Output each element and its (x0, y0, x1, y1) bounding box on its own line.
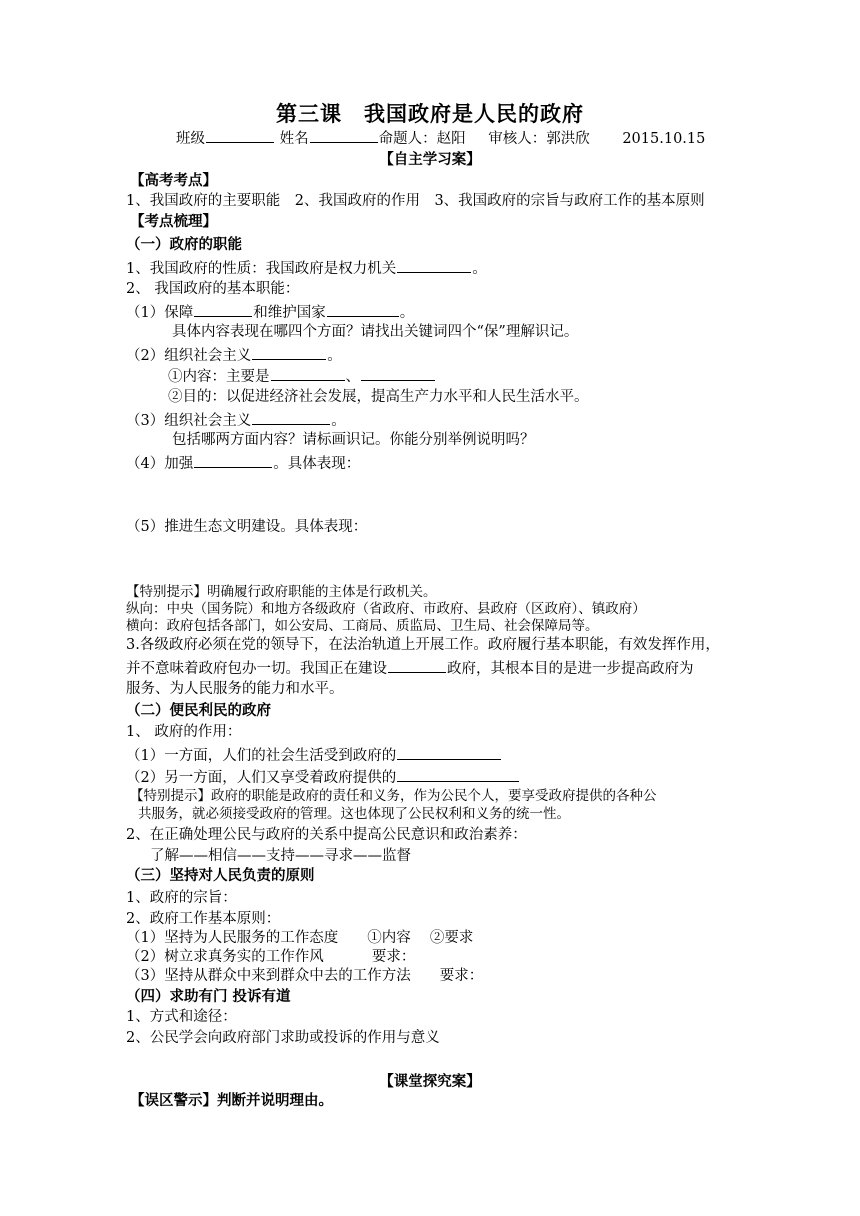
part1-tip2: 纵向：中央（国务院）和地方各级政府（省政府、市政府、县政府（区政府）、镇政府） (126, 601, 646, 617)
section-self-study: 【自主学习案】 (379, 151, 481, 168)
part3-line4: （2）树立求真务实的工作作风 要求： (126, 949, 416, 965)
part4-heading: （四）求助有门 投诉有道 (126, 988, 291, 1005)
date: 2015.10.15 (622, 131, 706, 147)
part1-line10: （4）加强 。具体表现： (126, 453, 360, 473)
part2-tip2: 共服务，就必须接受政府的管理。这也体现了公民权利和义务的统一性。 (138, 806, 570, 822)
class-label: 班级 (176, 131, 205, 147)
part1-tip3: 横向：政府包括各部门，如公安局、工商局、质监局、卫生局、社会保障局等。 (126, 618, 599, 634)
section-class: 【课堂探究案】 (379, 1073, 481, 1090)
part1-line7: ②目的：以促进经济社会发展，提高生产力水平和人民生活水平。 (168, 389, 589, 405)
part1-line2: 2、 我国政府的基本职能： (126, 281, 300, 297)
part1-line13: 并不意味着政府包办一切。我国正在建设 政府，其根本目的是进一步提高政府为 (126, 658, 694, 678)
reviewer: 审核人：郭洪欣 (488, 131, 590, 147)
part1-line5: （2）组织社会主义 。 (126, 345, 342, 365)
part1-heading: （一）政府的职能 (126, 236, 242, 253)
part2-line2: （1）一方面，人们的社会生活受到政府的 (126, 745, 502, 765)
review-heading: 【考点梳理】 (130, 213, 217, 230)
part1-line1: 1、我国政府的性质：我国政府是权力机关 。 (126, 258, 487, 278)
part1-line14: 服务、为人民服务的能力和水平。 (126, 681, 344, 697)
part1-line12: 3.各级政府必须在党的领导下，在法治轨道上开展工作。政府履行基本职能，有效发挥作用， (126, 637, 720, 653)
part2-tip1: 【特别提示】政府的职能是政府的责任和义务，作为公民个人，要享受政府提供的各种公 (130, 788, 657, 804)
part3-line3: （1）坚持为人民服务的工作态度 ①内容 ②要求 (126, 930, 474, 946)
name-blank (310, 128, 378, 143)
part1-tip1: 【特别提示】明确履行政府职能的主体是行政机关。 (126, 584, 437, 600)
part2-line5: 了解——相信——支持——寻求——监督 (150, 848, 411, 864)
name-label: 姓名 (279, 131, 309, 147)
part4-line1: 1、方式和途径： (126, 1009, 237, 1025)
part4-line2: 2、公民学会向政府部门求助或投诉的作用与意义 (126, 1030, 440, 1046)
part3-line5: （3）坚持从群众中来到群众中去的工作方法 要求： (126, 968, 484, 984)
page-title: 第三课 我国政府是人民的政府 (276, 101, 584, 126)
part1-line3: （1）保障 和维护国家 。 (126, 302, 414, 322)
part1-line6: ①内容：主要是 、 (168, 366, 436, 386)
exam-points-heading: 【高考考点】 (130, 172, 217, 189)
part2-heading: （二）便民利民的政府 (126, 702, 271, 719)
meta-line (176, 128, 705, 148)
part2-line3: （2）另一方面，人们又享受着政府提供的 (126, 767, 520, 787)
class-blank (206, 128, 274, 143)
part3-line2: 2、政府工作基本原则： (126, 911, 281, 927)
author: 命题人：赵阳 (378, 131, 466, 147)
exam-points-text: 1、我国政府的主要职能 2、我国政府的作用 3、我国政府的宗旨与政府工作的基本原则 (126, 193, 705, 209)
part1-line4: 具体内容表现在哪四个方面？请找出关键词四个“保”理解识记。 (172, 324, 579, 340)
part1-line9: 包括哪两方面内容？请标画识记。你能分别举例说明吗？ (172, 432, 535, 448)
part3-heading: （三）坚持对人民负责的原则 (126, 867, 315, 884)
misconception-heading: 【误区警示】判断并说明理由。 (130, 1092, 333, 1109)
part2-line4: 2、在正确处理公民与政府的关系中提高公民意识和政治素养： (126, 827, 527, 843)
part1-line8: （3）组织社会主义 。 (126, 410, 346, 430)
part3-line1: 1、政府的宗旨： (126, 890, 237, 906)
part1-line11: （5）推进生态文明建设。具体表现： (126, 519, 368, 535)
part2-line1: 1、 政府的作用： (126, 724, 242, 740)
